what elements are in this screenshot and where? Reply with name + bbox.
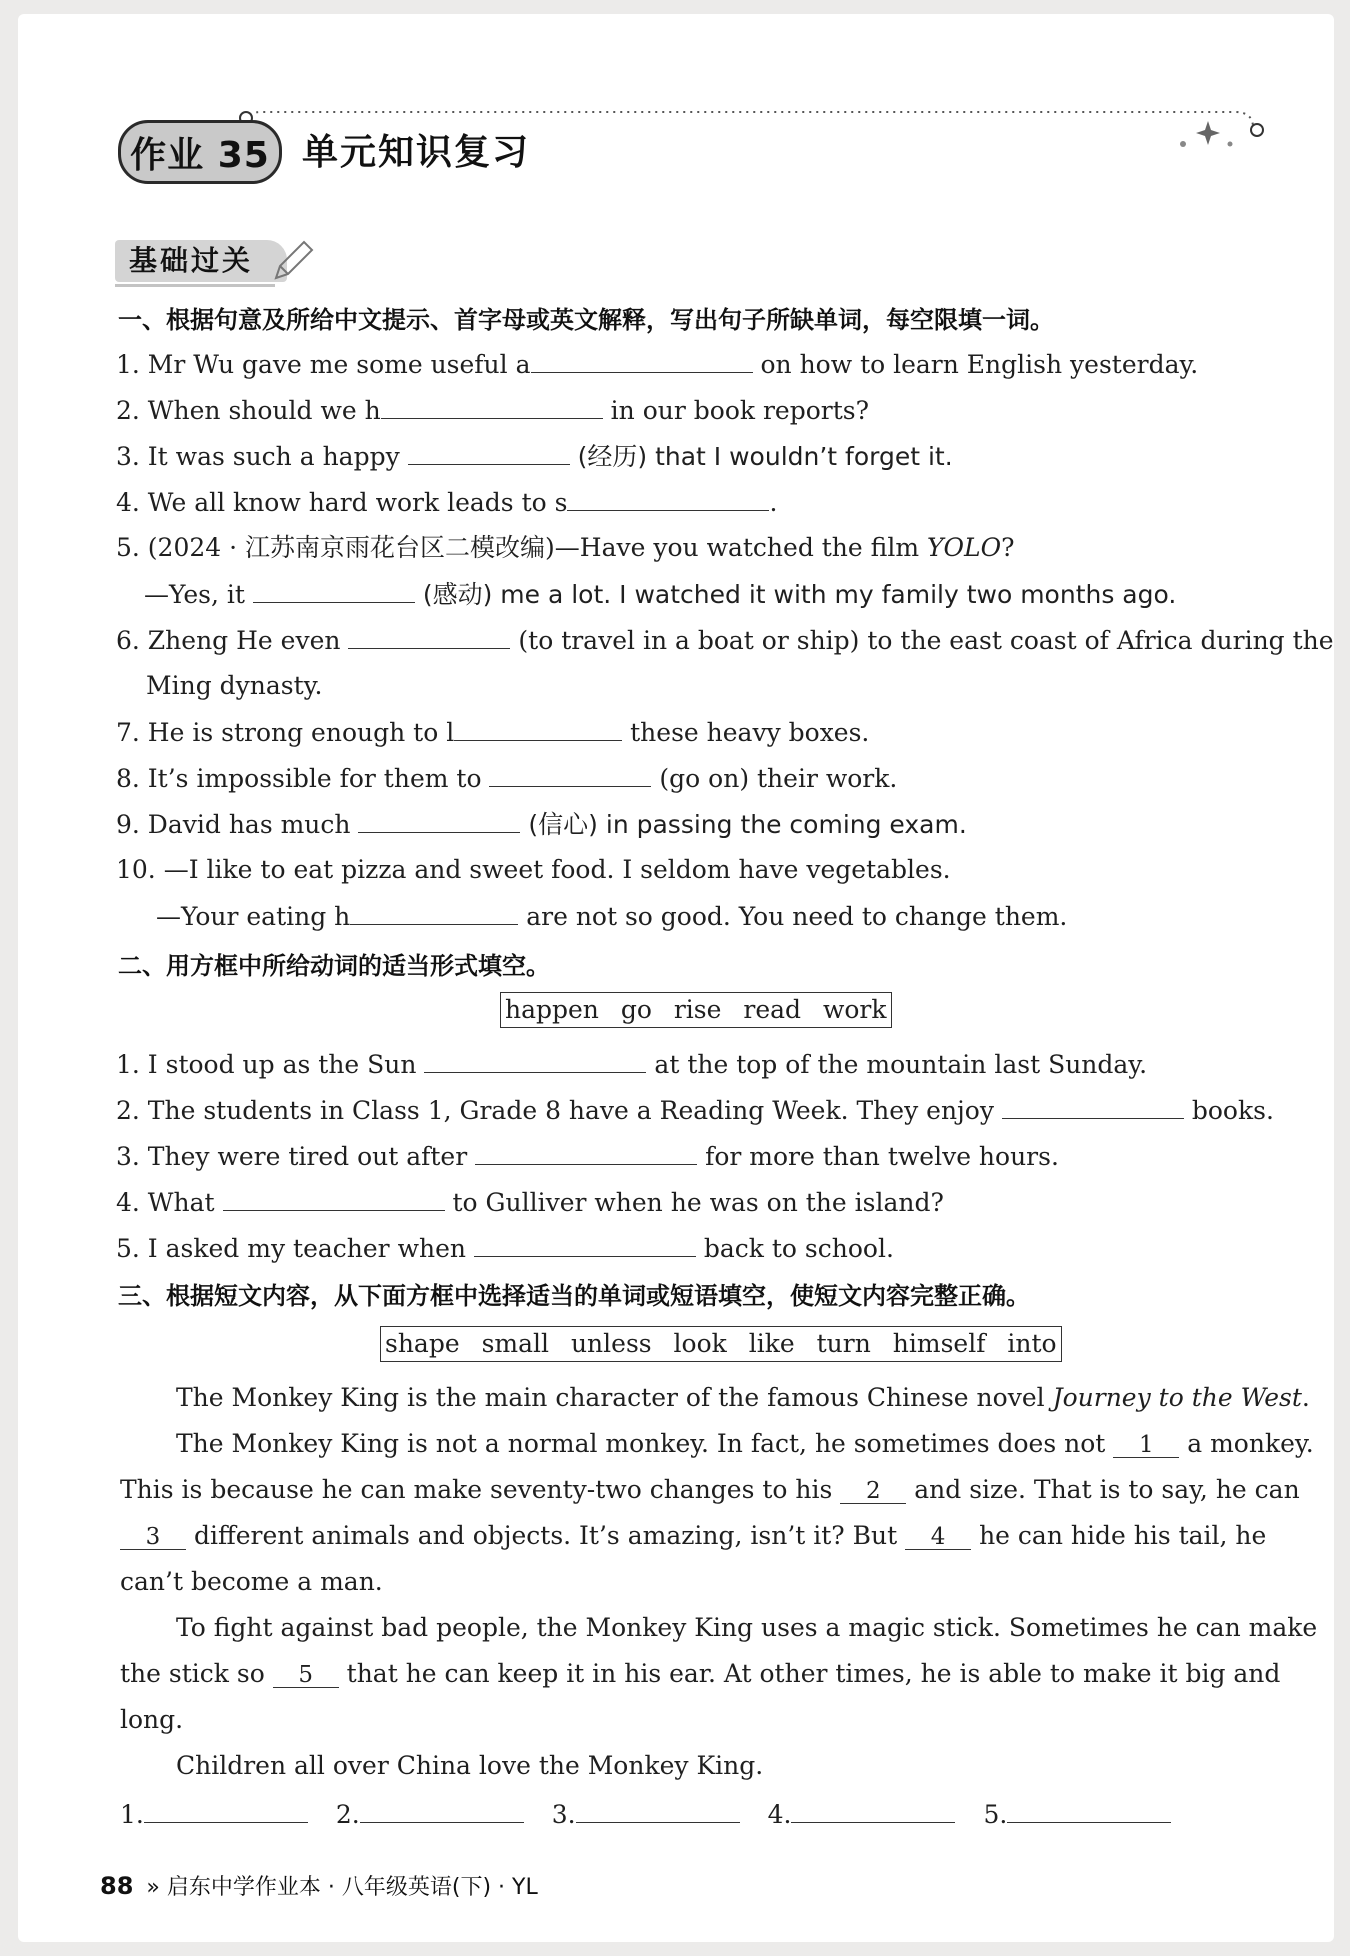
passage-para3-line3: long. <box>120 1705 184 1734</box>
passage-para2-line4: can’t become a man. <box>120 1567 383 1596</box>
part2-q5: 5. I asked my teacher when back to school. <box>116 1234 894 1263</box>
passage-para2-line3: 3 different animals and objects. It’s amazing, isn’t it? But 4 he can hide his tail, he <box>120 1520 1266 1552</box>
answer-blank[interactable] <box>223 1186 445 1211</box>
part2-q1: 1. I stood up as the Sun at the top of the mountain last Sunday. <box>116 1050 1148 1079</box>
pencil-icon <box>270 238 316 284</box>
part1-q1: 1. Mr Wu gave me some useful a on how to learn English yesterday. <box>116 350 1199 379</box>
passage-blank-3[interactable]: 3 <box>120 1525 186 1550</box>
part2-word-box: happen go rise read work <box>500 992 892 1028</box>
part3-heading: 三、根据短文内容，从下面方框中选择适当的单词或短语填空，使短文内容完整正确。 <box>118 1282 1030 1310</box>
part1-q9: 9. David has much (信心) in passing the coming exam. <box>116 810 967 839</box>
answer-blank[interactable] <box>475 1140 697 1165</box>
answer-field-4[interactable] <box>791 1798 955 1823</box>
badge-underline <box>115 284 275 287</box>
part1-q4: 4. We all know hard work leads to s . <box>116 488 778 517</box>
answer-field-2[interactable] <box>360 1798 524 1823</box>
answer-field-1[interactable] <box>144 1798 308 1823</box>
part1-q10: 10. —I like to eat pizza and sweet food. I seldom have vegetables. <box>116 855 951 884</box>
part1-q7: 7. He is strong enough to l these heavy boxes. <box>116 718 870 747</box>
part1-q5: 5. (2024 · 江苏南京雨花台区二模改编)—Have you watched the film YOLO? <box>116 533 1015 562</box>
answer-blank[interactable] <box>408 440 570 465</box>
footer <box>100 1870 538 1901</box>
answer-blank[interactable] <box>531 348 753 373</box>
passage-blank-5[interactable]: 5 <box>273 1663 339 1688</box>
part2-q3: 3. They were tired out after for more than twelve hours. <box>116 1142 1059 1171</box>
answer-blank[interactable] <box>350 900 518 925</box>
part1-heading: 一、根据句意及所给中文提示、首字母或英文解释，写出句子所缺单词，每空限填一词。 <box>118 306 1054 334</box>
answer-field-5[interactable] <box>1007 1798 1171 1823</box>
answer-blank[interactable] <box>381 394 603 419</box>
book-title: 启东中学作业本 · 八年级英语(下) · YL <box>166 1875 538 1900</box>
part1-q10-reply: —Your eating h are not so good. You need to change them. <box>156 902 1068 931</box>
part2-q2: 2. The students in Class 1, Grade 8 have a Reading Week. They enjoy books. <box>116 1096 1274 1125</box>
homework-number-label: 作业 35 <box>118 120 282 184</box>
answer-blank[interactable] <box>454 716 622 741</box>
part1-q5-reply: —Yes, it (感动) me a lot. I watched it with my family two months ago. <box>144 580 1177 609</box>
passage-blank-2[interactable]: 2 <box>840 1479 906 1504</box>
part3-word-box: shape small unless look like turn himself into <box>380 1326 1062 1362</box>
chevron-icon: » <box>146 1875 160 1900</box>
section-badge: 基础过关 <box>115 240 287 282</box>
answer-blank[interactable] <box>474 1232 696 1257</box>
part1-q8: 8. It’s impossible for them to (go on) their work. <box>116 764 898 793</box>
passage-para1: The Monkey King is the main character of the famous Chinese novel Journey to the West. <box>176 1383 1310 1412</box>
passage-para2-line1: The Monkey King is not a normal monkey. In fact, he sometimes does not 1 a monkey. <box>176 1429 1314 1458</box>
passage-para4: Children all over China love the Monkey King. <box>176 1751 764 1780</box>
part1-q2: 2. When should we h in our book reports? <box>116 396 869 425</box>
part2-heading: 二、用方框中所给动词的适当形式填空。 <box>118 952 550 980</box>
passage-para3-line1: To fight against bad people, the Monkey King uses a magic stick. Sometimes he can make <box>176 1613 1318 1642</box>
answer-blank[interactable] <box>567 486 769 511</box>
answer-field-3[interactable] <box>576 1798 740 1823</box>
answer-blank[interactable] <box>1002 1094 1184 1119</box>
part1-q6: 6. Zheng He even (to travel in a boat or ship) to the east coast of Africa during the <box>116 626 1334 655</box>
answer-blank[interactable] <box>489 762 651 787</box>
passage-blank-4[interactable]: 4 <box>905 1525 971 1550</box>
answer-blank[interactable] <box>348 624 510 649</box>
answer-blank[interactable] <box>358 808 520 833</box>
answer-blank[interactable] <box>253 578 415 603</box>
passage-para2-line2: This is because he can make seventy-two changes to his 2 and size. That is to say, he can <box>120 1475 1300 1504</box>
part1-q3: 3. It was such a happy (经历) that I wouldn’t forget it. <box>116 442 953 471</box>
passage-para3-line2: the stick so 5 that he can keep it in his ear. At other times, he is able to make it big and <box>120 1659 1281 1688</box>
answer-blank[interactable] <box>424 1048 646 1073</box>
passage-blank-1[interactable]: 1 <box>1113 1433 1179 1458</box>
part2-q4: 4. What to Gulliver when he was on the island? <box>116 1188 944 1217</box>
answer-row: 1. 2. 3. 4. 5. <box>120 1798 1171 1831</box>
page-title: 单元知识复习 <box>302 132 531 173</box>
part1-q6-cont: Ming dynasty. <box>146 671 323 700</box>
page-number: 88 <box>100 1872 134 1900</box>
